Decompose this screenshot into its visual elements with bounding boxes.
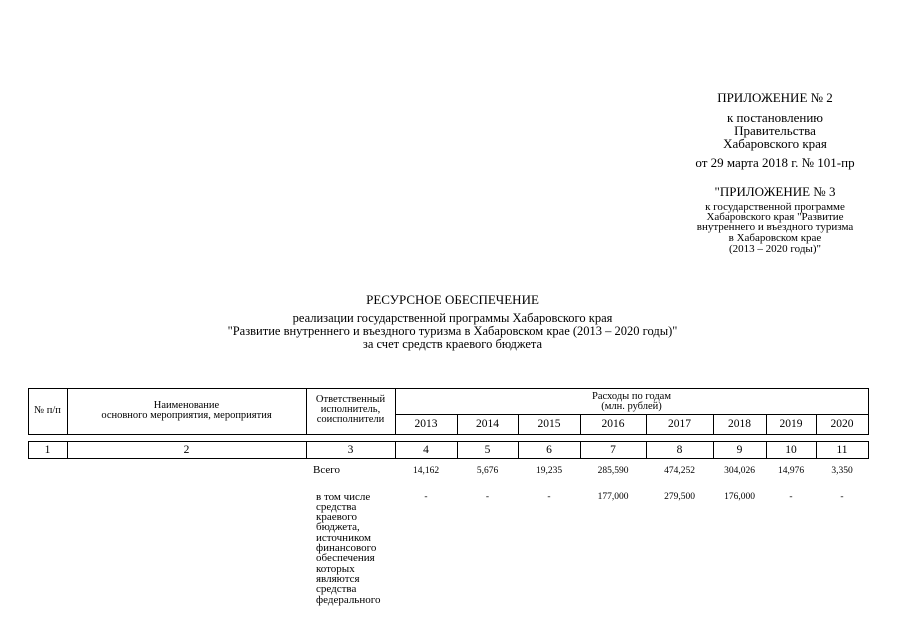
column-index: 7 <box>610 444 616 456</box>
column-index: 5 <box>484 444 491 456</box>
row-label: средства <box>316 583 357 595</box>
row-value: 3,350 <box>831 466 853 476</box>
year-header: 2020 <box>830 418 854 430</box>
row-value: 5,676 <box>476 466 499 476</box>
row-label: Всего <box>313 464 340 476</box>
table-border <box>868 441 869 458</box>
appendix3-line: к государственной программе <box>705 201 845 213</box>
appendix-line: к постановлению <box>726 110 824 125</box>
row-label: являются <box>316 573 360 585</box>
row-value: - <box>840 492 844 502</box>
row-value: - <box>547 492 551 502</box>
doc-title-line: реализации государственной программы Хабаровского края <box>292 311 613 325</box>
row-label: источником <box>316 532 371 544</box>
appendix-line: Хабаровского края <box>723 136 827 151</box>
year-header: 2019 <box>779 418 803 430</box>
row-label: краевого <box>316 511 357 523</box>
row-value: 474,252 <box>664 466 695 476</box>
column-index: 4 <box>423 444 429 456</box>
row-value: 14,976 <box>777 466 805 476</box>
year-header: 2016 <box>601 418 625 430</box>
year-header: 2013 <box>414 418 438 430</box>
row-value: 176,000 <box>724 492 755 502</box>
column-index: 8 <box>676 444 683 456</box>
row-label: финансового <box>316 542 377 554</box>
appendix-date: от 29 марта 2018 г. № 101-пр <box>695 155 855 170</box>
row-label: федерального <box>316 594 381 606</box>
col-header-executor: Ответственный <box>315 394 386 405</box>
column-index: 10 <box>785 444 797 456</box>
column-index: 2 <box>183 444 190 456</box>
appendix3-title: "ПРИЛОЖЕНИЕ № 3 <box>714 184 836 199</box>
col-header-name: Наименование <box>153 400 220 411</box>
row-value: - <box>424 492 428 502</box>
col-header-executor: исполнитель, <box>320 404 381 415</box>
row-value: 279,500 <box>664 492 695 502</box>
appendix-title: ПРИЛОЖЕНИЕ № 2 <box>717 90 833 105</box>
year-header: 2018 <box>728 418 751 430</box>
row-value: 19,235 <box>535 466 563 476</box>
col-header-expenses: Расходы по годам <box>592 391 671 402</box>
year-header: 2014 <box>476 418 499 430</box>
col-header-number: № п/п <box>34 405 61 416</box>
appendix3-line: Хабаровского края "Развитие <box>706 211 844 223</box>
row-label: которых <box>316 563 355 575</box>
doc-title-line: за счет средств краевого бюджета <box>362 337 543 351</box>
column-index: 3 <box>347 444 354 456</box>
column-index: 9 <box>736 444 743 456</box>
row-value: 304,026 <box>724 466 755 476</box>
row-value: - <box>485 492 490 502</box>
table-border <box>28 458 869 459</box>
column-index: 6 <box>546 444 552 456</box>
row-value: 177,000 <box>597 492 629 502</box>
column-index: 11 <box>836 444 848 456</box>
doc-heading: РЕСУРСНОЕ ОБЕСПЕЧЕНИЕ <box>366 292 539 307</box>
col-header-expenses: (млн. рублей) <box>601 401 662 412</box>
year-header: 2015 <box>537 418 561 430</box>
col-header-executor: соисполнители <box>316 414 385 425</box>
table-border <box>28 388 869 389</box>
col-header-name: основного мероприятия, мероприятия <box>101 410 272 421</box>
table-border <box>28 441 869 442</box>
row-value: 285,590 <box>597 466 629 476</box>
appendix3-line: (2013 – 2020 годы)" <box>729 243 821 255</box>
row-label: обеспечения <box>316 552 375 564</box>
row-value: 14,162 <box>412 466 440 476</box>
column-index: 1 <box>44 444 51 456</box>
appendix3-line: внутреннего и въездного туризма <box>696 221 854 233</box>
year-header: 2017 <box>668 418 691 430</box>
table-border <box>28 434 869 435</box>
row-label: в том числе <box>316 491 371 503</box>
appendix-line: Правительства <box>734 123 816 138</box>
row-value: - <box>789 492 793 502</box>
row-label: бюджета, <box>316 521 360 533</box>
doc-title-line: "Развитие внутреннего и въездного туризма в Хабаровском крае (2013 – 2020 годы)" <box>227 324 678 338</box>
table-border <box>868 388 869 434</box>
appendix3-line: в Хабаровском крае <box>728 232 822 244</box>
table-border <box>395 414 869 415</box>
row-label: средства <box>316 501 357 513</box>
